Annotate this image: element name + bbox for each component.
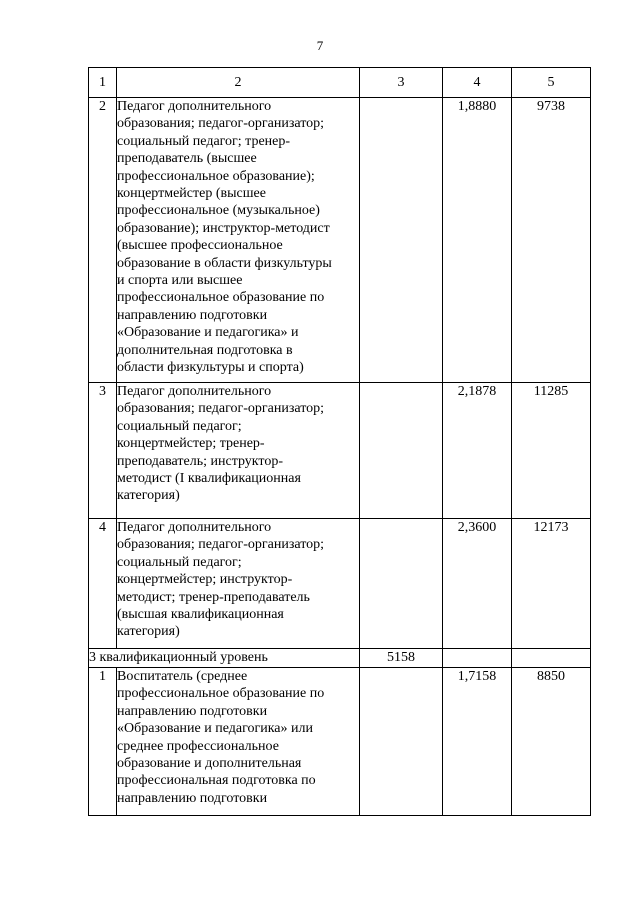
salary-cell: 8850 bbox=[512, 668, 591, 816]
text-line: среднее профессиональное bbox=[117, 738, 279, 754]
header-cell-5: 5 bbox=[512, 68, 591, 98]
text-line: дополнительная подготовка в bbox=[117, 342, 293, 358]
text-line: профессиональное образование по bbox=[117, 686, 325, 702]
coefficient-cell: 1,7158 bbox=[443, 668, 512, 816]
text-line: образования; педагог-организатор; bbox=[117, 537, 325, 553]
table-row bbox=[89, 519, 591, 649]
position-description bbox=[117, 98, 360, 383]
text-line: методист (I квалификационная bbox=[117, 471, 301, 487]
text-line: социальный педагог; bbox=[117, 418, 242, 434]
salary-table bbox=[88, 67, 591, 816]
header-cell-2: 2 bbox=[117, 68, 360, 98]
text-line: Педагог дополнительного bbox=[117, 520, 272, 535]
qualification-level-base-salary: 5158 bbox=[360, 649, 443, 668]
position-description bbox=[117, 668, 360, 816]
row-number: 2 bbox=[89, 98, 117, 383]
row-number: 3 bbox=[89, 383, 117, 519]
salary-cell: 9738 bbox=[512, 98, 591, 383]
text-line: направлению подготовки bbox=[117, 703, 268, 719]
text-line: преподаватель; инструктор- bbox=[117, 453, 284, 469]
row-number: 1 bbox=[89, 668, 117, 816]
text-line: Педагог дополнительного bbox=[117, 384, 272, 399]
text-line: «Образование и педагогика» и bbox=[117, 325, 299, 341]
position-description bbox=[117, 383, 360, 519]
table-row bbox=[89, 668, 591, 816]
coefficient-cell: 1,8880 bbox=[443, 98, 512, 383]
text-line: категория) bbox=[117, 624, 180, 640]
coefficient-cell: 2,1878 bbox=[443, 383, 512, 519]
table-row bbox=[89, 383, 591, 519]
salary-cell: 12173 bbox=[512, 519, 591, 649]
text-line: методист; тренер-преподаватель bbox=[117, 589, 310, 605]
row-number: 4 bbox=[89, 519, 117, 649]
text-line: профессиональное образование); bbox=[117, 168, 315, 184]
header-cell-4: 4 bbox=[443, 68, 512, 98]
text-line: профессиональное (музыкальное) bbox=[117, 203, 320, 219]
text-line: «Образование и педагогика» или bbox=[117, 721, 313, 737]
text-line: Педагог дополнительного bbox=[117, 99, 272, 114]
empty-cell bbox=[512, 649, 591, 668]
text-line: образование); инструктор-методист bbox=[117, 220, 330, 236]
salary-cell: 11285 bbox=[512, 383, 591, 519]
qualification-level-label: 3 квалификационный уровень bbox=[89, 649, 360, 668]
text-line: социальный педагог; bbox=[117, 554, 242, 570]
table-row bbox=[89, 98, 591, 383]
page-number: 7 bbox=[316, 38, 324, 53]
text-line: образования; педагог-организатор; bbox=[117, 116, 325, 132]
text-line: области физкультуры и спорта) bbox=[117, 360, 304, 376]
text-line: направлению подготовки bbox=[117, 307, 268, 323]
table-header-row bbox=[89, 68, 591, 98]
text-line: категория) bbox=[117, 488, 180, 504]
text-line: образование в области физкультуры bbox=[117, 255, 332, 271]
text-line: образования; педагог-организатор; bbox=[117, 401, 325, 417]
text-line: концертмейстер (высшее bbox=[117, 186, 266, 202]
text-line: образование и дополнительная bbox=[117, 756, 302, 772]
text-line: (высшее профессиональное bbox=[117, 238, 283, 254]
header-cell-3: 3 bbox=[360, 68, 443, 98]
coefficient-cell: 2,3600 bbox=[443, 519, 512, 649]
header-cell-1: 1 bbox=[89, 68, 117, 98]
text-line: профессиональная подготовка по bbox=[117, 773, 316, 789]
empty-cell bbox=[443, 649, 512, 668]
text-line: концертмейстер; тренер- bbox=[117, 436, 265, 452]
text-line: концертмейстер; инструктор- bbox=[117, 572, 293, 588]
text-line: Воспитатель (среднее bbox=[117, 669, 248, 684]
qualification-level-row bbox=[89, 649, 591, 668]
base-salary-cell bbox=[360, 519, 443, 649]
text-line: социальный педагог; тренер- bbox=[117, 133, 291, 149]
text-line: и спорта или высшее bbox=[117, 273, 243, 289]
text-line: преподаватель (высшее bbox=[117, 151, 257, 167]
base-salary-cell bbox=[360, 383, 443, 519]
position-description bbox=[117, 519, 360, 649]
text-line: профессиональное образование по bbox=[117, 290, 325, 306]
text-line: направлению подготовки bbox=[117, 790, 268, 806]
base-salary-cell bbox=[360, 668, 443, 816]
base-salary-cell bbox=[360, 98, 443, 383]
text-line: (высшая квалификационная bbox=[117, 607, 284, 623]
